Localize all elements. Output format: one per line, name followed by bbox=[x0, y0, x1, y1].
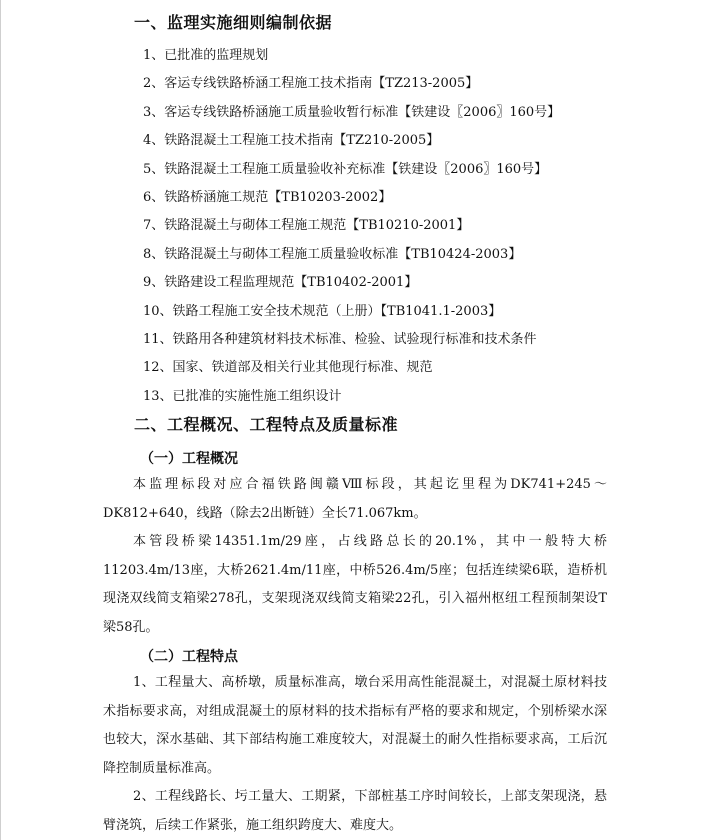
features-paragraph-2: 2、工程线路长、圬工量大、工期紧，下部桩基工序时间较长，上部支架现浇，悬臂浇筑，后续工作紧张，施工组织跨度大、难度大。 bbox=[103, 789, 607, 833]
reference-list bbox=[143, 42, 560, 411]
overview-paragraph-1: 本监理标段对应合福铁路闽赣Ⅷ标段，其起讫里程为DK741+245～DK812+640，线路（除去2出断链）全长71.067km。 bbox=[103, 477, 607, 521]
list-item: 3、客运专线铁路桥涵施工质量验收暂行标准【铁建设〖2006〗160号】 bbox=[143, 104, 561, 120]
features-paragraph-1: 1、工程量大、高桥墩，质量标准高，墩台采用高性能混凝土，对混凝土原材料技术指标要求高，对组成混凝土的原材料的技术指标有严格的要求和规定，个别桥梁水深也较大，深水基础、其下部结构施工难度较大，对混凝土的耐久性指标要求高，工后沉降控制质量标准高。 bbox=[103, 675, 607, 776]
list-item: 2、客运专线铁路桥涵工程施工技术指南【TZ213-2005】 bbox=[143, 76, 479, 92]
list-item: 10、铁路工程施工安全技术规范（上册）【TB1041.1-2003】 bbox=[143, 303, 502, 319]
list-item: 6、铁路桥涵施工规范【TB10203-2002】 bbox=[143, 189, 392, 205]
section1-heading: 一、监理实施细则编制依据 bbox=[134, 13, 333, 32]
list-item: 11、铁路用各种建筑材料技术标准、检验、试验现行标准和技术条件 bbox=[143, 331, 537, 347]
section2-heading: 二、工程概况、工程特点及质量标准 bbox=[134, 415, 399, 434]
list-item: 8、铁路混凝土与砌体工程施工质量验收标准【TB10424-2003】 bbox=[143, 246, 522, 262]
list-item: 13、已批准的实施性施工组织设计 bbox=[143, 388, 342, 404]
list-item: 1、已批准的监理规划 bbox=[143, 48, 269, 63]
subsection-overview-heading: （一）工程概况 bbox=[140, 451, 238, 467]
list-item: 12、国家、铁道部及相关行业其他现行标准、规范 bbox=[143, 360, 433, 376]
list-item: 7、铁路混凝土与砌体工程施工规范【TB10210-2001】 bbox=[143, 218, 470, 234]
list-item: 5、铁路混凝土工程施工质量验收补充标准【铁建设〖2006〗160号】 bbox=[143, 161, 548, 177]
list-item: 9、铁路建设工程监理规范【TB10402-2001】 bbox=[143, 275, 418, 291]
overview-paragraph-2: 本管段桥梁14351.1m/29座，占线路总长的20.1%，其中一般特大桥11203.4m/13座，大桥2621.4m/11座，中桥526.4m/5座；包括连续梁6联，造桥机现浇双线简支箱梁278孔，支架现浇双线简支箱梁22孔，引入福州枢纽工程预制架设T梁58孔。 bbox=[103, 534, 607, 635]
subsection-features-heading: （二）工程特点 bbox=[140, 649, 238, 665]
list-item: 4、铁路混凝土工程施工技术指南【TZ210-2005】 bbox=[143, 133, 440, 149]
